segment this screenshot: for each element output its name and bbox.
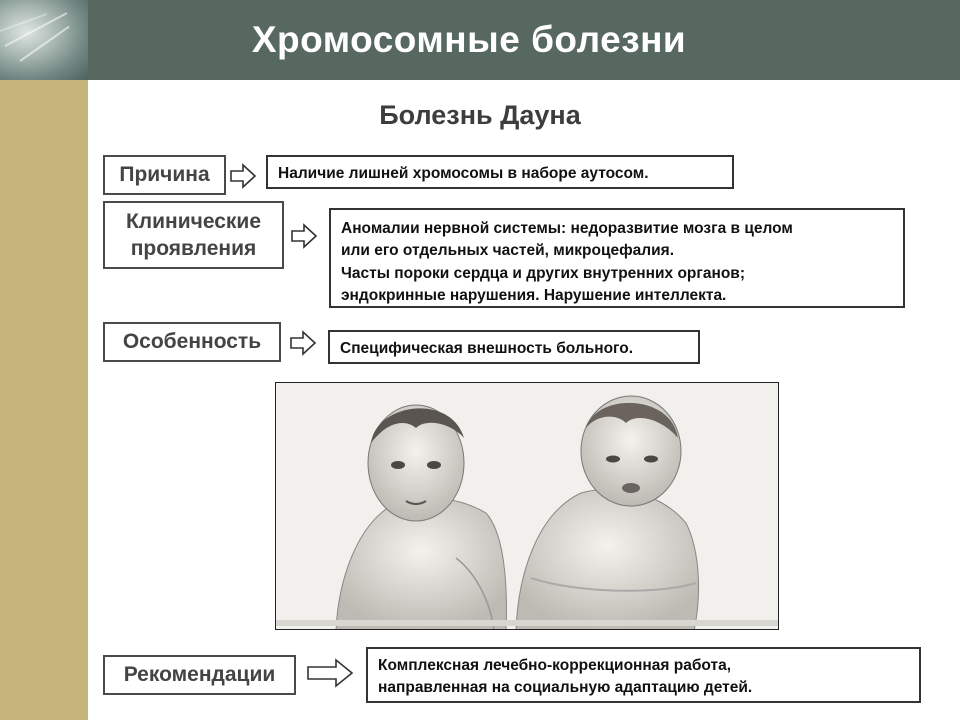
arrow-right-icon [229, 163, 257, 189]
page-title: Хромосомные болезни [251, 19, 687, 60]
children-photo [275, 382, 779, 630]
clinical-text-box [329, 208, 905, 308]
clinical-line: эндокринные нарушения. Нарушение интеллекта. [341, 287, 727, 305]
arrow-right-icon [306, 658, 354, 688]
corner-decorative-image [0, 0, 88, 80]
left-sidebar-decoration [0, 80, 88, 720]
feature-text: Специфическая внешность больного. [340, 340, 634, 357]
children-photo-illustration [276, 383, 779, 630]
cause-text: Наличие лишней хромосомы в наборе аутосом. [278, 165, 649, 182]
clinical-label-line1: Клинические [125, 209, 262, 233]
clinical-line: или его отдельных частей, микроцефалия. [341, 242, 675, 260]
clinical-line: Часты пороки сердца и других внутренних органов; [341, 264, 745, 282]
clinical-line: Аномалии нервной системы: недоразвитие мозга в целом [341, 220, 793, 237]
recommendations-text-box [366, 647, 921, 703]
feature-text-box [328, 330, 700, 364]
feature-label: Особенность [122, 330, 262, 354]
clinical-label-box [103, 201, 284, 269]
cause-label-box [103, 155, 226, 195]
cause-text-box [266, 155, 734, 189]
slide-subtitle: Болезнь Дауна [379, 100, 581, 130]
cause-label: Причина [119, 163, 210, 187]
arrow-right-icon [290, 223, 318, 249]
recommendations-label: Рекомендации [123, 663, 276, 687]
clinical-label-line2: проявления [130, 237, 257, 260]
arrow-right-icon [289, 330, 317, 356]
recommendations-line: Комплексная лечебно-коррекционная работа, [378, 657, 731, 674]
recommendations-line: направленная на социальную адаптацию детей. [378, 679, 753, 697]
recommendations-label-box [103, 655, 296, 695]
feature-label-box [103, 322, 281, 362]
title-bar [88, 0, 960, 80]
